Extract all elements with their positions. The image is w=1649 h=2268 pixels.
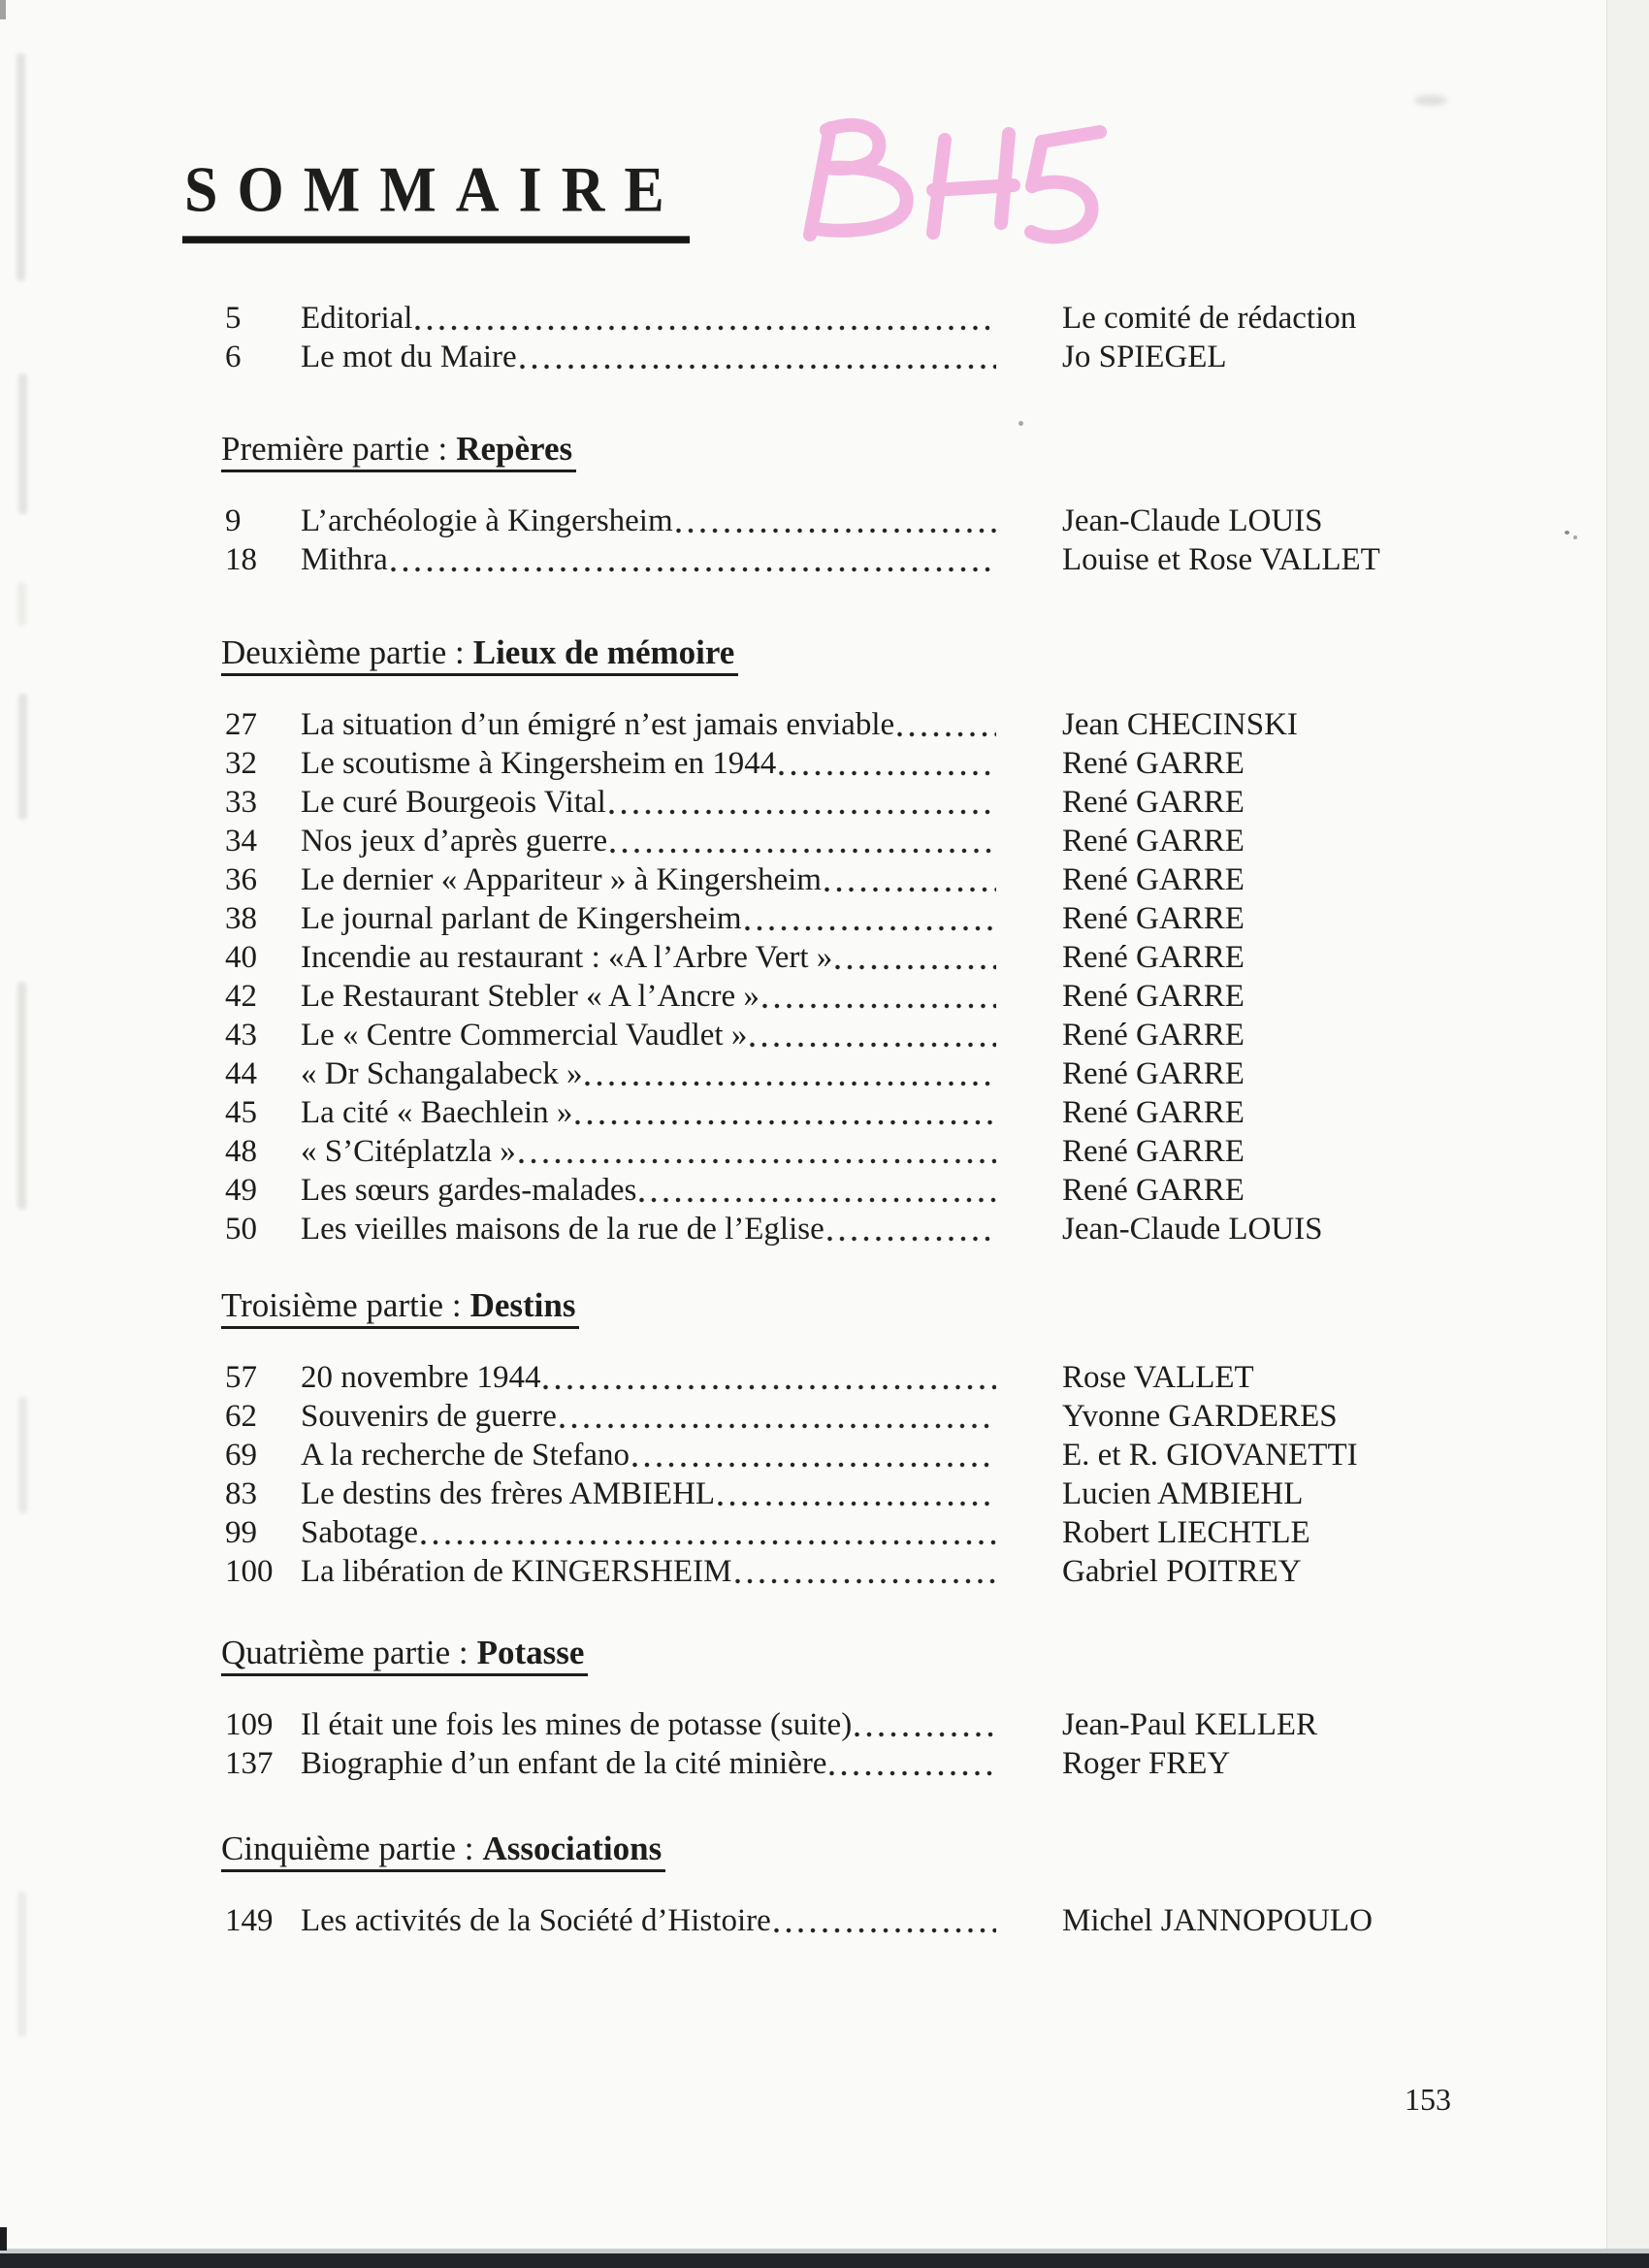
toc-page-ref: 18 (225, 542, 257, 577)
toc-entry-title: La cité « Baechlein » (301, 1095, 573, 1130)
toc-page-ref: 109 (225, 1707, 274, 1742)
dot-leader (520, 364, 996, 370)
toc-section-list (225, 1358, 1602, 1591)
toc-entry-title: 20 novembre 1944 (301, 1360, 541, 1395)
toc-entry-title: La situation d’un émigré n’est jamais enviable (301, 707, 895, 742)
toc-entry (301, 977, 1062, 1016)
toc-entry-title: Mithra (301, 542, 388, 577)
toc-entry-title: Le Restaurant Stebler « A l’Ancre » (301, 979, 760, 1014)
toc-page-ref: 40 (225, 940, 257, 975)
scan-streak (18, 373, 27, 514)
toc-row (225, 1513, 1602, 1552)
section-name: Destins (469, 1286, 576, 1324)
toc-entry-title: Les sœurs gardes-malades (301, 1173, 637, 1208)
dot-leader (609, 809, 996, 815)
toc-page-ref: 43 (225, 1018, 257, 1053)
dot-leader (639, 1197, 996, 1203)
scan-streak (17, 582, 26, 626)
toc-entry-title: A la recherche de Stefano (301, 1438, 630, 1473)
toc-entry-title: Sabotage (301, 1515, 418, 1550)
toc-row (225, 822, 1602, 860)
toc-entry-author: Louise et Rose VALLET (1062, 542, 1380, 577)
toc-entry (301, 1901, 1062, 1940)
toc-entry (301, 822, 1062, 860)
toc-entry-author: René GARRE (1062, 1134, 1245, 1169)
toc-row (225, 299, 1602, 338)
toc-row (225, 1054, 1602, 1093)
toc-page-ref: 44 (225, 1056, 257, 1091)
toc-entry-author: Robert LIECHTLE (1062, 1515, 1310, 1550)
toc-entry-title: Biographie d’un enfant de la cité minière (301, 1746, 827, 1781)
toc-entry-author: Yvonne GARDERES (1062, 1399, 1338, 1434)
dot-leader (762, 1003, 996, 1009)
toc-section-list (225, 705, 1602, 1248)
toc-entry (301, 1093, 1062, 1132)
dot-leader (835, 964, 996, 970)
toc-section-list (225, 502, 1602, 579)
toc-entry-author: Lucien AMBIEHL (1062, 1476, 1304, 1511)
toc-entry-author: René GARRE (1062, 862, 1245, 897)
toc-entry (301, 744, 1062, 783)
toc-entry (301, 1358, 1062, 1397)
scan-corner-mark (0, 0, 6, 19)
toc-page-ref: 6 (225, 340, 242, 374)
section-heading (221, 1830, 665, 1872)
toc-page-ref: 62 (225, 1399, 257, 1434)
toc-entry (301, 1436, 1062, 1474)
toc-entry (301, 1397, 1062, 1436)
toc-entry-author: René GARRE (1062, 1095, 1245, 1130)
toc-entry-title: « Dr Schangalabeck » (301, 1056, 583, 1091)
dot-leader (415, 325, 996, 331)
toc-entry-title: Editorial (301, 301, 413, 336)
toc-entry-title: Le scoutisme à Kingersheim en 1944 (301, 746, 777, 781)
toc-row (225, 1016, 1602, 1054)
toc-entry-title: Le destins des frères AMBIEHL (301, 1476, 716, 1511)
toc-page-ref: 42 (225, 979, 257, 1014)
toc-entry-title: Le « Centre Commercial Vaudlet » (301, 1018, 748, 1053)
section-label: Troisième partie : (221, 1286, 462, 1324)
toc-entry-author: E. et R. GIOVANETTI (1062, 1438, 1358, 1473)
toc-entry (301, 338, 1062, 376)
section-heading (221, 1286, 579, 1329)
toc-entry-author: Le comité de rédaction (1062, 301, 1357, 336)
toc-row (225, 1397, 1602, 1436)
toc-row (225, 1552, 1602, 1591)
dot-leader (779, 770, 996, 776)
handwritten-mark-bh5 (788, 97, 1117, 262)
toc-entry (301, 705, 1062, 744)
scan-smudge (1414, 95, 1447, 106)
toc-page-ref: 137 (225, 1746, 274, 1781)
toc-page-ref: 5 (225, 301, 242, 336)
dot-leader (824, 887, 996, 892)
toc-entry (301, 502, 1062, 540)
toc-row (225, 1901, 1602, 1940)
scan-speck (1565, 531, 1569, 535)
toc-section (221, 633, 1602, 1248)
toc-entry-title: Nos jeux d’après guerre (301, 824, 608, 859)
scan-corner-mark (0, 2227, 7, 2251)
toc-entry-title: Le dernier « Appariteur » à Kingersheim (301, 862, 822, 897)
dot-leader (632, 1462, 996, 1468)
toc-entry-author: Michel JANNOPOULO (1062, 1903, 1373, 1938)
dot-leader (897, 731, 996, 737)
toc-entry-author: Jean-Claude LOUIS (1062, 503, 1323, 538)
toc-entry (301, 1171, 1062, 1210)
toc-entry-title: Incendie au restaurant : «A l’Arbre Vert » (301, 940, 833, 975)
toc-page-ref: 32 (225, 746, 257, 781)
dot-leader (718, 1501, 996, 1507)
toc-section-list (225, 1705, 1602, 1783)
toc-row (225, 860, 1602, 899)
toc-section (221, 1830, 1602, 1940)
toc-front-list (225, 299, 1602, 376)
toc-entry-author: René GARRE (1062, 1173, 1245, 1208)
dot-leader (391, 567, 996, 572)
toc-section (221, 430, 1602, 579)
toc-entry-author: René GARRE (1062, 824, 1245, 859)
toc-entry-title: Le curé Bourgeois Vital (301, 785, 606, 820)
toc-entry-author: René GARRE (1062, 901, 1245, 936)
toc-row (225, 1171, 1602, 1210)
toc-entry (301, 1513, 1062, 1552)
toc-entry (301, 899, 1062, 938)
toc-row (225, 938, 1602, 977)
toc-row (225, 1474, 1602, 1513)
dot-leader (421, 1539, 996, 1545)
page-title: SOMMAIRE (182, 153, 690, 243)
toc-page-ref: 27 (225, 707, 257, 742)
scan-speck (1573, 535, 1577, 539)
toc-row (225, 1436, 1602, 1474)
toc-entry-title: Le mot du Maire (301, 340, 517, 374)
scan-bottom-edge (0, 2249, 1649, 2268)
toc-row (225, 1705, 1602, 1744)
toc-row (225, 977, 1602, 1016)
toc-entry-author: Jo SPIEGEL (1062, 340, 1227, 374)
toc-entry (301, 540, 1062, 579)
toc-entry (301, 1474, 1062, 1513)
toc-entry-title: Le journal parlant de Kingersheim (301, 901, 742, 936)
scanner-edge-band (1606, 0, 1649, 2251)
toc-page-ref: 36 (225, 862, 257, 897)
section-name: Associations (482, 1830, 663, 1867)
dot-leader (575, 1119, 996, 1125)
toc-entry-title: « S’Citéplatzla » (301, 1134, 516, 1169)
toc-entry-title: La libération de KINGERSHEIM (301, 1554, 732, 1589)
toc-entry (301, 1210, 1062, 1248)
dot-leader (543, 1384, 996, 1390)
toc-row (225, 744, 1602, 783)
dot-leader (829, 1770, 996, 1776)
toc-entry-author: René GARRE (1062, 940, 1245, 975)
toc-page-ref: 48 (225, 1134, 257, 1169)
section-label: Deuxième partie : (221, 633, 465, 671)
dot-leader (855, 1732, 996, 1737)
toc-page-ref: 49 (225, 1173, 257, 1208)
section-heading (221, 633, 738, 676)
scan-streak (18, 694, 27, 820)
dot-leader (519, 1158, 996, 1164)
toc-entry-title: Il était une fois les mines de potasse (suite) (301, 1707, 853, 1742)
scan-streak (17, 1892, 26, 2037)
toc-page-ref: 34 (225, 824, 257, 859)
toc-entry (301, 1552, 1062, 1591)
toc-page-ref: 33 (225, 785, 257, 820)
toc-entry-author: René GARRE (1062, 746, 1245, 781)
section-label: Cinquième partie : (221, 1830, 474, 1867)
toc-section-list (225, 1901, 1602, 1940)
dot-leader (827, 1236, 996, 1242)
section-name: Lieux de mémoire (472, 633, 735, 671)
marker-stroke-drawing (788, 97, 1117, 257)
section-heading (221, 1634, 588, 1676)
toc-page-ref: 9 (225, 503, 242, 538)
toc-row (225, 1132, 1602, 1171)
toc-row (225, 1744, 1602, 1783)
dot-leader (676, 528, 996, 534)
scan-streak (17, 982, 26, 1210)
toc-page-ref: 99 (225, 1515, 257, 1550)
toc-section (221, 1286, 1602, 1591)
section-name: Repères (456, 430, 573, 468)
toc-page-ref: 100 (225, 1554, 274, 1589)
toc-page-ref: 69 (225, 1438, 257, 1473)
toc-row (225, 540, 1602, 579)
toc-entry (301, 299, 1062, 338)
toc-entry-title: Souvenirs de guerre (301, 1399, 557, 1434)
toc-entry-title: L’archéologie à Kingersheim (301, 503, 673, 538)
dot-leader (774, 1928, 996, 1933)
toc-entry (301, 1132, 1062, 1171)
toc-section (221, 1634, 1602, 1783)
toc-entry-author: Jean-Paul KELLER (1062, 1707, 1318, 1742)
toc-entry-author: René GARRE (1062, 785, 1245, 820)
scan-speck (1018, 421, 1023, 426)
section-label: Première partie : (221, 430, 448, 468)
toc-entry (301, 1016, 1062, 1054)
toc-row (225, 705, 1602, 744)
dot-leader (735, 1578, 997, 1584)
toc-entry (301, 1744, 1062, 1783)
toc-entry-author: Jean CHECINSKI (1062, 707, 1298, 742)
toc-page-ref: 83 (225, 1476, 257, 1511)
toc-entry-author: René GARRE (1062, 979, 1245, 1014)
toc-entry-author: Roger FREY (1062, 1746, 1231, 1781)
toc-page-ref: 149 (225, 1903, 274, 1938)
toc-entry-title: Les vieilles maisons de la rue de l’Eglise (301, 1212, 824, 1247)
toc-row (225, 502, 1602, 540)
section-name: Potasse (476, 1634, 585, 1671)
toc-page-ref: 38 (225, 901, 257, 936)
toc-entry-author: Jean-Claude LOUIS (1062, 1212, 1323, 1247)
toc-entry (301, 1054, 1062, 1093)
scan-streak (16, 53, 25, 281)
toc-row (225, 338, 1602, 376)
toc-page-ref: 50 (225, 1212, 257, 1247)
toc-entry (301, 860, 1062, 899)
section-heading (221, 430, 576, 472)
section-label: Quatrième partie : (221, 1634, 469, 1671)
toc-entry-author: Rose VALLET (1062, 1360, 1254, 1395)
toc-entry-title: Les activités de la Société d’Histoire (301, 1903, 771, 1938)
toc-entry-author: René GARRE (1062, 1018, 1245, 1053)
dot-leader (750, 1042, 996, 1048)
dot-leader (585, 1081, 996, 1086)
toc-entry (301, 938, 1062, 977)
toc-entry-author: Gabriel POITREY (1062, 1554, 1302, 1589)
toc-row (225, 1358, 1602, 1397)
toc-entry-author: René GARRE (1062, 1056, 1245, 1091)
page-number: 153 (1405, 2082, 1451, 2117)
toc-entry (301, 1705, 1062, 1744)
toc-page-ref: 57 (225, 1360, 257, 1395)
toc-row (225, 1210, 1602, 1248)
toc-row (225, 783, 1602, 822)
dot-leader (610, 848, 996, 854)
toc-page-ref: 45 (225, 1095, 257, 1130)
toc-row (225, 1093, 1602, 1132)
scan-streak (18, 1397, 27, 1513)
dot-leader (745, 925, 996, 931)
toc-row (225, 899, 1602, 938)
dot-leader (560, 1423, 996, 1429)
toc-entry (301, 783, 1062, 822)
